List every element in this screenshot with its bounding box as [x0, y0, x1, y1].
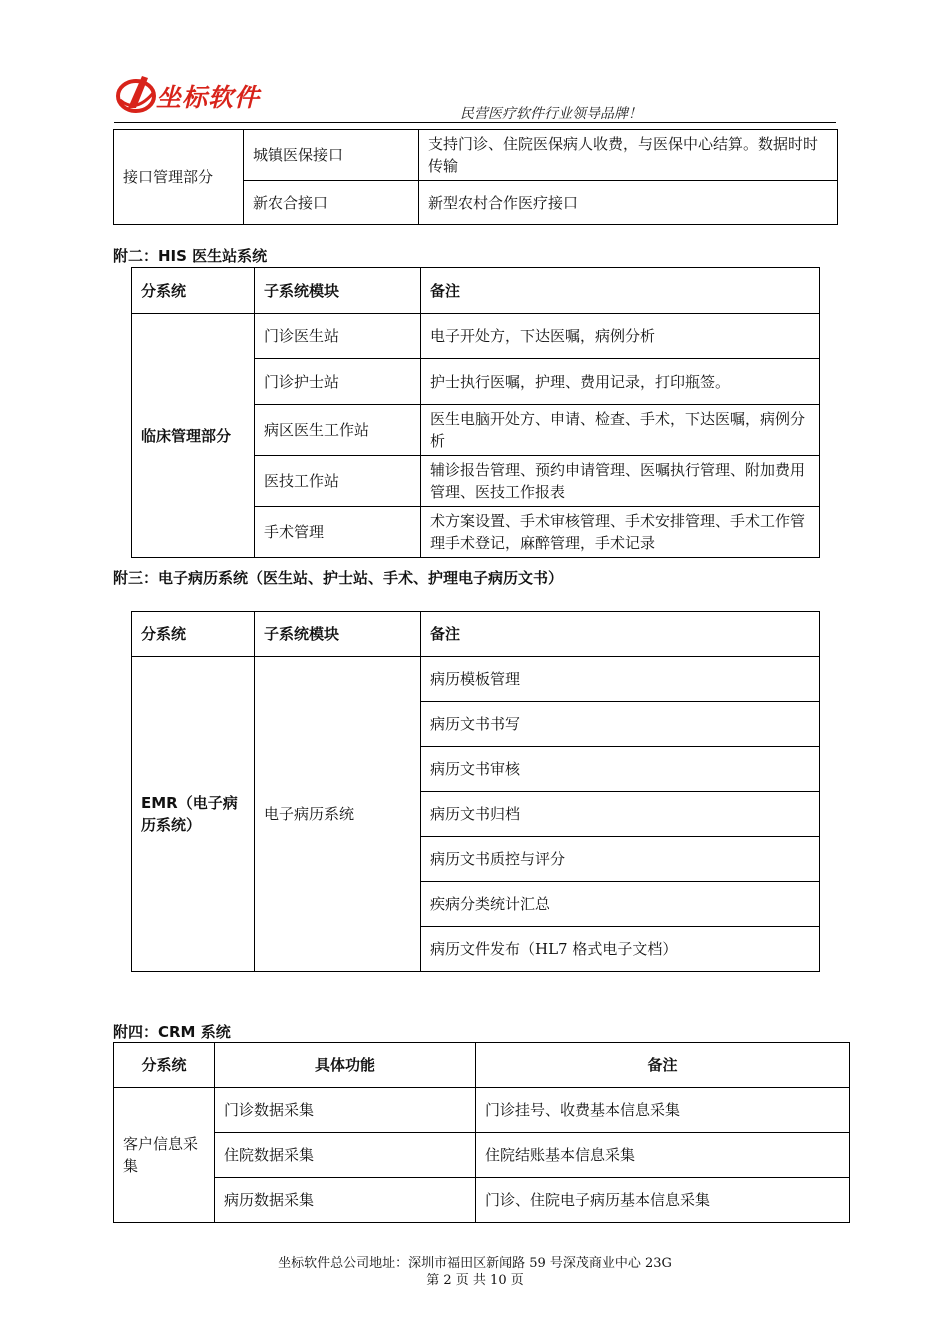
- group-cell: 客户信息采集: [114, 1088, 215, 1223]
- section-title-emr: 附三：电子病历系统（医生站、护士站、手术、护理电子病历文书）: [113, 569, 564, 587]
- note-cell: 电子开处方，下达医嘱，病例分析: [421, 314, 820, 359]
- function-cell: 住院数据采集: [215, 1133, 476, 1178]
- header-slogan: 民营医疗软件行业领导品牌！: [460, 106, 642, 122]
- note-cell: 门诊挂号、收费基本信息采集: [476, 1088, 850, 1133]
- header-cell: 具体功能: [215, 1043, 476, 1088]
- header-cell: 分系统: [132, 612, 255, 657]
- module-cell: 电子病历系统: [255, 657, 421, 972]
- note-cell: 术方案设置、手术审核管理、手术安排管理、手术工作管理手术登记，麻醉管理，手术记录: [421, 507, 820, 558]
- footer-address: 坐标软件总公司地址：深圳市福田区新闻路 59 号深茂商业中心 23G: [278, 1256, 672, 1271]
- interface-table: [113, 129, 838, 225]
- note-cell: 医生电脑开处方、申请、检查、手术，下达医嘱，病例分析: [421, 405, 820, 456]
- function-cell: 病历数据采集: [215, 1178, 476, 1223]
- section-title-crm: 附四：CRM 系统: [113, 1023, 231, 1041]
- group-cell: 接口管理部分: [114, 130, 244, 225]
- note-cell: 病历模板管理: [421, 657, 820, 702]
- note-cell: 门诊、住院电子病历基本信息采集: [476, 1178, 850, 1223]
- header-cell: 备注: [476, 1043, 850, 1088]
- header-cell: 备注: [421, 268, 820, 314]
- logo-text: 坐标软件: [156, 83, 261, 112]
- function-cell: 门诊数据采集: [215, 1088, 476, 1133]
- note-cell: 病历文书书写: [421, 702, 820, 747]
- note-cell: 病历文书质控与评分: [421, 837, 820, 882]
- header-cell: 分系统: [132, 268, 255, 314]
- crm-table: [113, 1042, 850, 1223]
- header-cell: 分系统: [114, 1043, 215, 1088]
- note-cell: 护士执行医嘱，护理、费用记录，打印瓶签。: [421, 359, 820, 405]
- note-cell: 疾病分类统计汇总: [421, 882, 820, 927]
- module-cell: 医技工作站: [255, 456, 421, 507]
- page-number: 第 2 页 共 10 页: [426, 1273, 524, 1288]
- module-cell: 门诊医生站: [255, 314, 421, 359]
- note-cell: 支持门诊、住院医保病人收费，与医保中心结算。数据时时传输: [419, 130, 838, 181]
- header-cell: 子系统模块: [255, 612, 421, 657]
- note-cell: 病历文书审核: [421, 747, 820, 792]
- module-cell: 病区医生工作站: [255, 405, 421, 456]
- group-cell: 临床管理部分: [132, 314, 255, 558]
- module-cell: 门诊护士站: [255, 359, 421, 405]
- his-table: [131, 267, 820, 558]
- note-cell: 辅诊报告管理、预约申请管理、医嘱执行管理、附加费用管理、医技工作报表: [421, 456, 820, 507]
- module-cell: 手术管理: [255, 507, 421, 558]
- header-cell: 备注: [421, 612, 820, 657]
- note-cell: 新型农村合作医疗接口: [419, 181, 838, 225]
- section-title-his: 附二：HIS 医生站系统: [113, 247, 268, 265]
- group-cell: EMR（电子病历系统）: [132, 657, 255, 972]
- module-cell: 新农合接口: [244, 181, 419, 225]
- header-cell: 子系统模块: [255, 268, 421, 314]
- note-cell: 病历文件发布（HL7 格式电子文档）: [421, 927, 820, 972]
- note-cell: 住院结账基本信息采集: [476, 1133, 850, 1178]
- header-divider: [114, 122, 836, 123]
- note-cell: 病历文书归档: [421, 792, 820, 837]
- emr-table: [131, 611, 820, 972]
- module-cell: 城镇医保接口: [244, 130, 419, 181]
